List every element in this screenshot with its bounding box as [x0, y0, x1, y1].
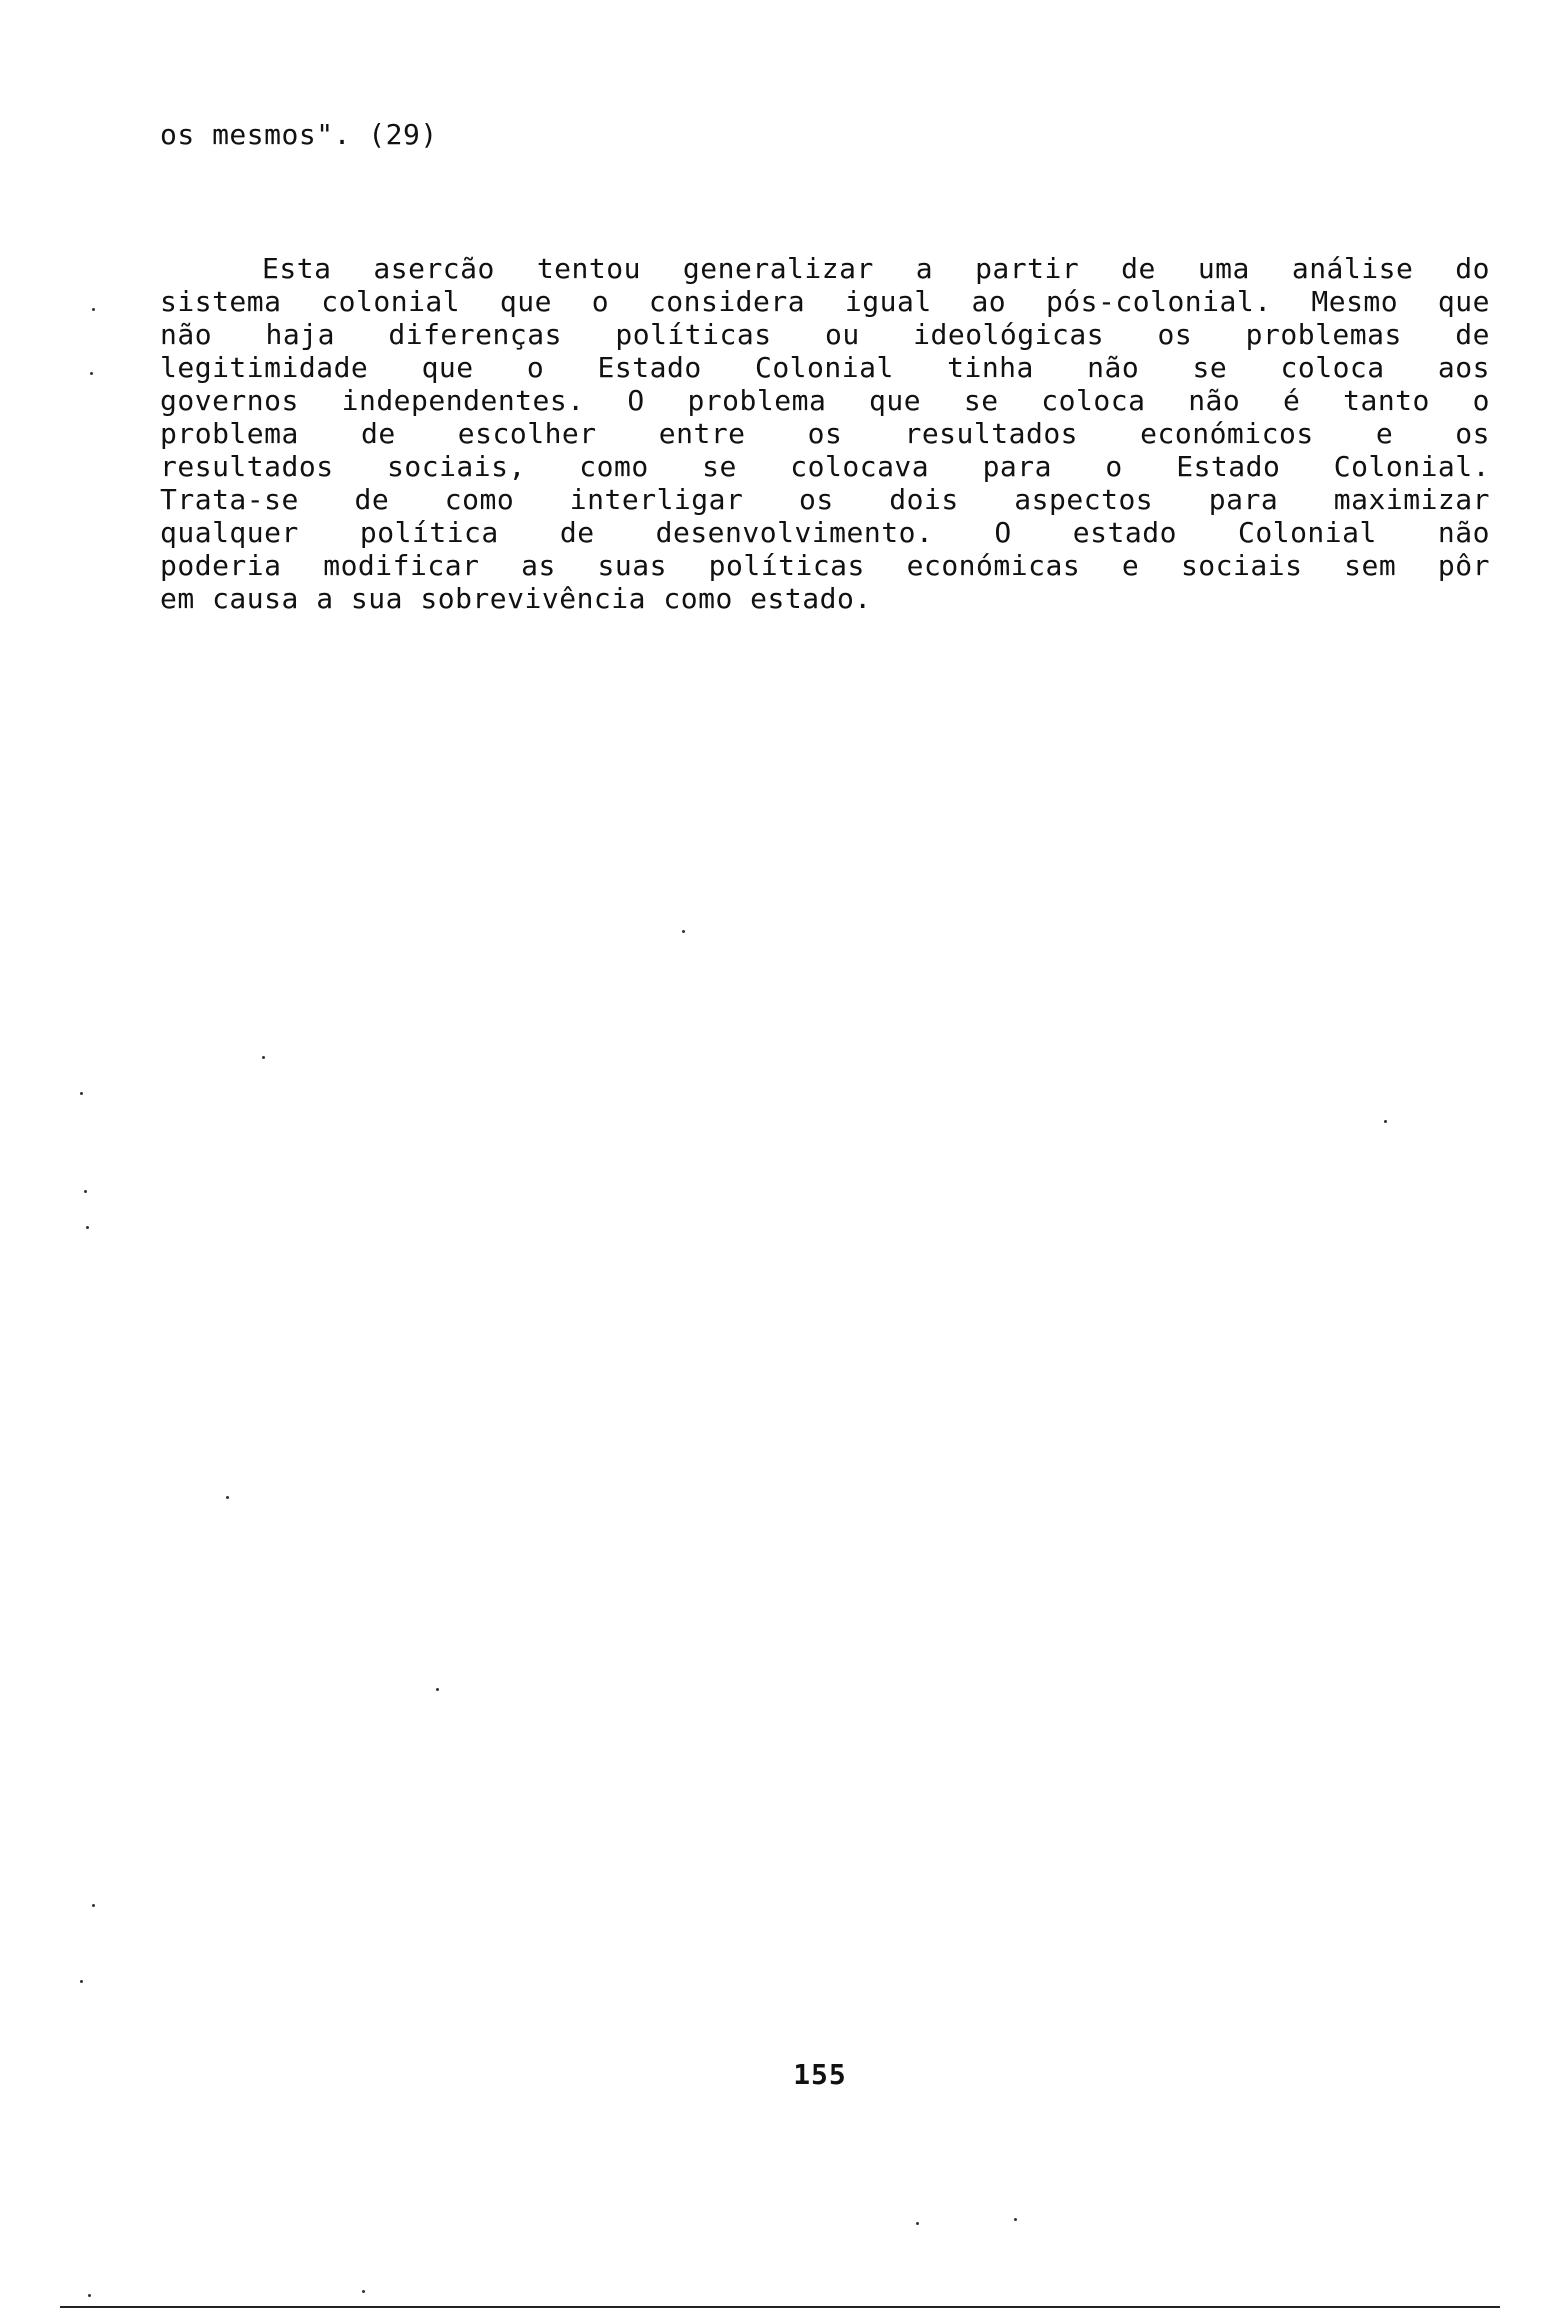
scan-speck	[92, 308, 95, 311]
scan-speck	[682, 930, 685, 933]
scan-speck	[1014, 2218, 1017, 2221]
scan-speck	[86, 1226, 89, 1229]
text-line: governos independentes. O problema que se coloca não é tanto o	[160, 384, 1490, 417]
text-line: legitimidade que o Estado Colonial tinha não se coloca aos	[160, 351, 1490, 384]
text-line: os mesmos". (29)	[160, 118, 438, 151]
scan-speck	[92, 1904, 95, 1907]
scan-speck	[90, 372, 93, 375]
scan-speck	[262, 1056, 265, 1059]
bottom-scan-edge-line	[60, 2306, 1500, 2308]
text-line: problema de escolher entre os resultados económicos e os	[160, 417, 1490, 450]
text-line: não haja diferenças políticas ou ideológicas os problemas de	[160, 318, 1490, 351]
body-paragraph	[160, 252, 1490, 615]
page-number: 155	[793, 2058, 847, 2091]
text-line: Esta asercão tentou generalizar a partir de uma análise do	[262, 252, 1490, 285]
text-line: em causa a sua sobrevivência como estado.	[160, 582, 872, 615]
scan-speck	[80, 1980, 83, 1983]
scan-speck	[226, 1496, 229, 1499]
text-line: poderia modificar as suas políticas económicas e sociais sem pôr	[160, 549, 1490, 582]
scan-speck	[88, 2294, 91, 2297]
scan-speck	[362, 2290, 365, 2293]
scan-speck	[916, 2222, 919, 2225]
text-line: Trata-se de como interligar os dois aspectos para maximizar	[160, 483, 1490, 516]
text-line: sistema colonial que o considera igual ao pós-colonial. Mesmo que	[160, 285, 1490, 318]
scan-speck	[84, 1190, 87, 1193]
text-line: resultados sociais, como se colocava para o Estado Colonial.	[160, 450, 1490, 483]
text-line: qualquer política de desenvolvimento. O estado Colonial não	[160, 516, 1490, 549]
continued-quote-line	[160, 118, 1490, 151]
scan-speck	[436, 1688, 439, 1691]
scan-speck	[1384, 1120, 1387, 1123]
scan-speck	[80, 1092, 83, 1095]
